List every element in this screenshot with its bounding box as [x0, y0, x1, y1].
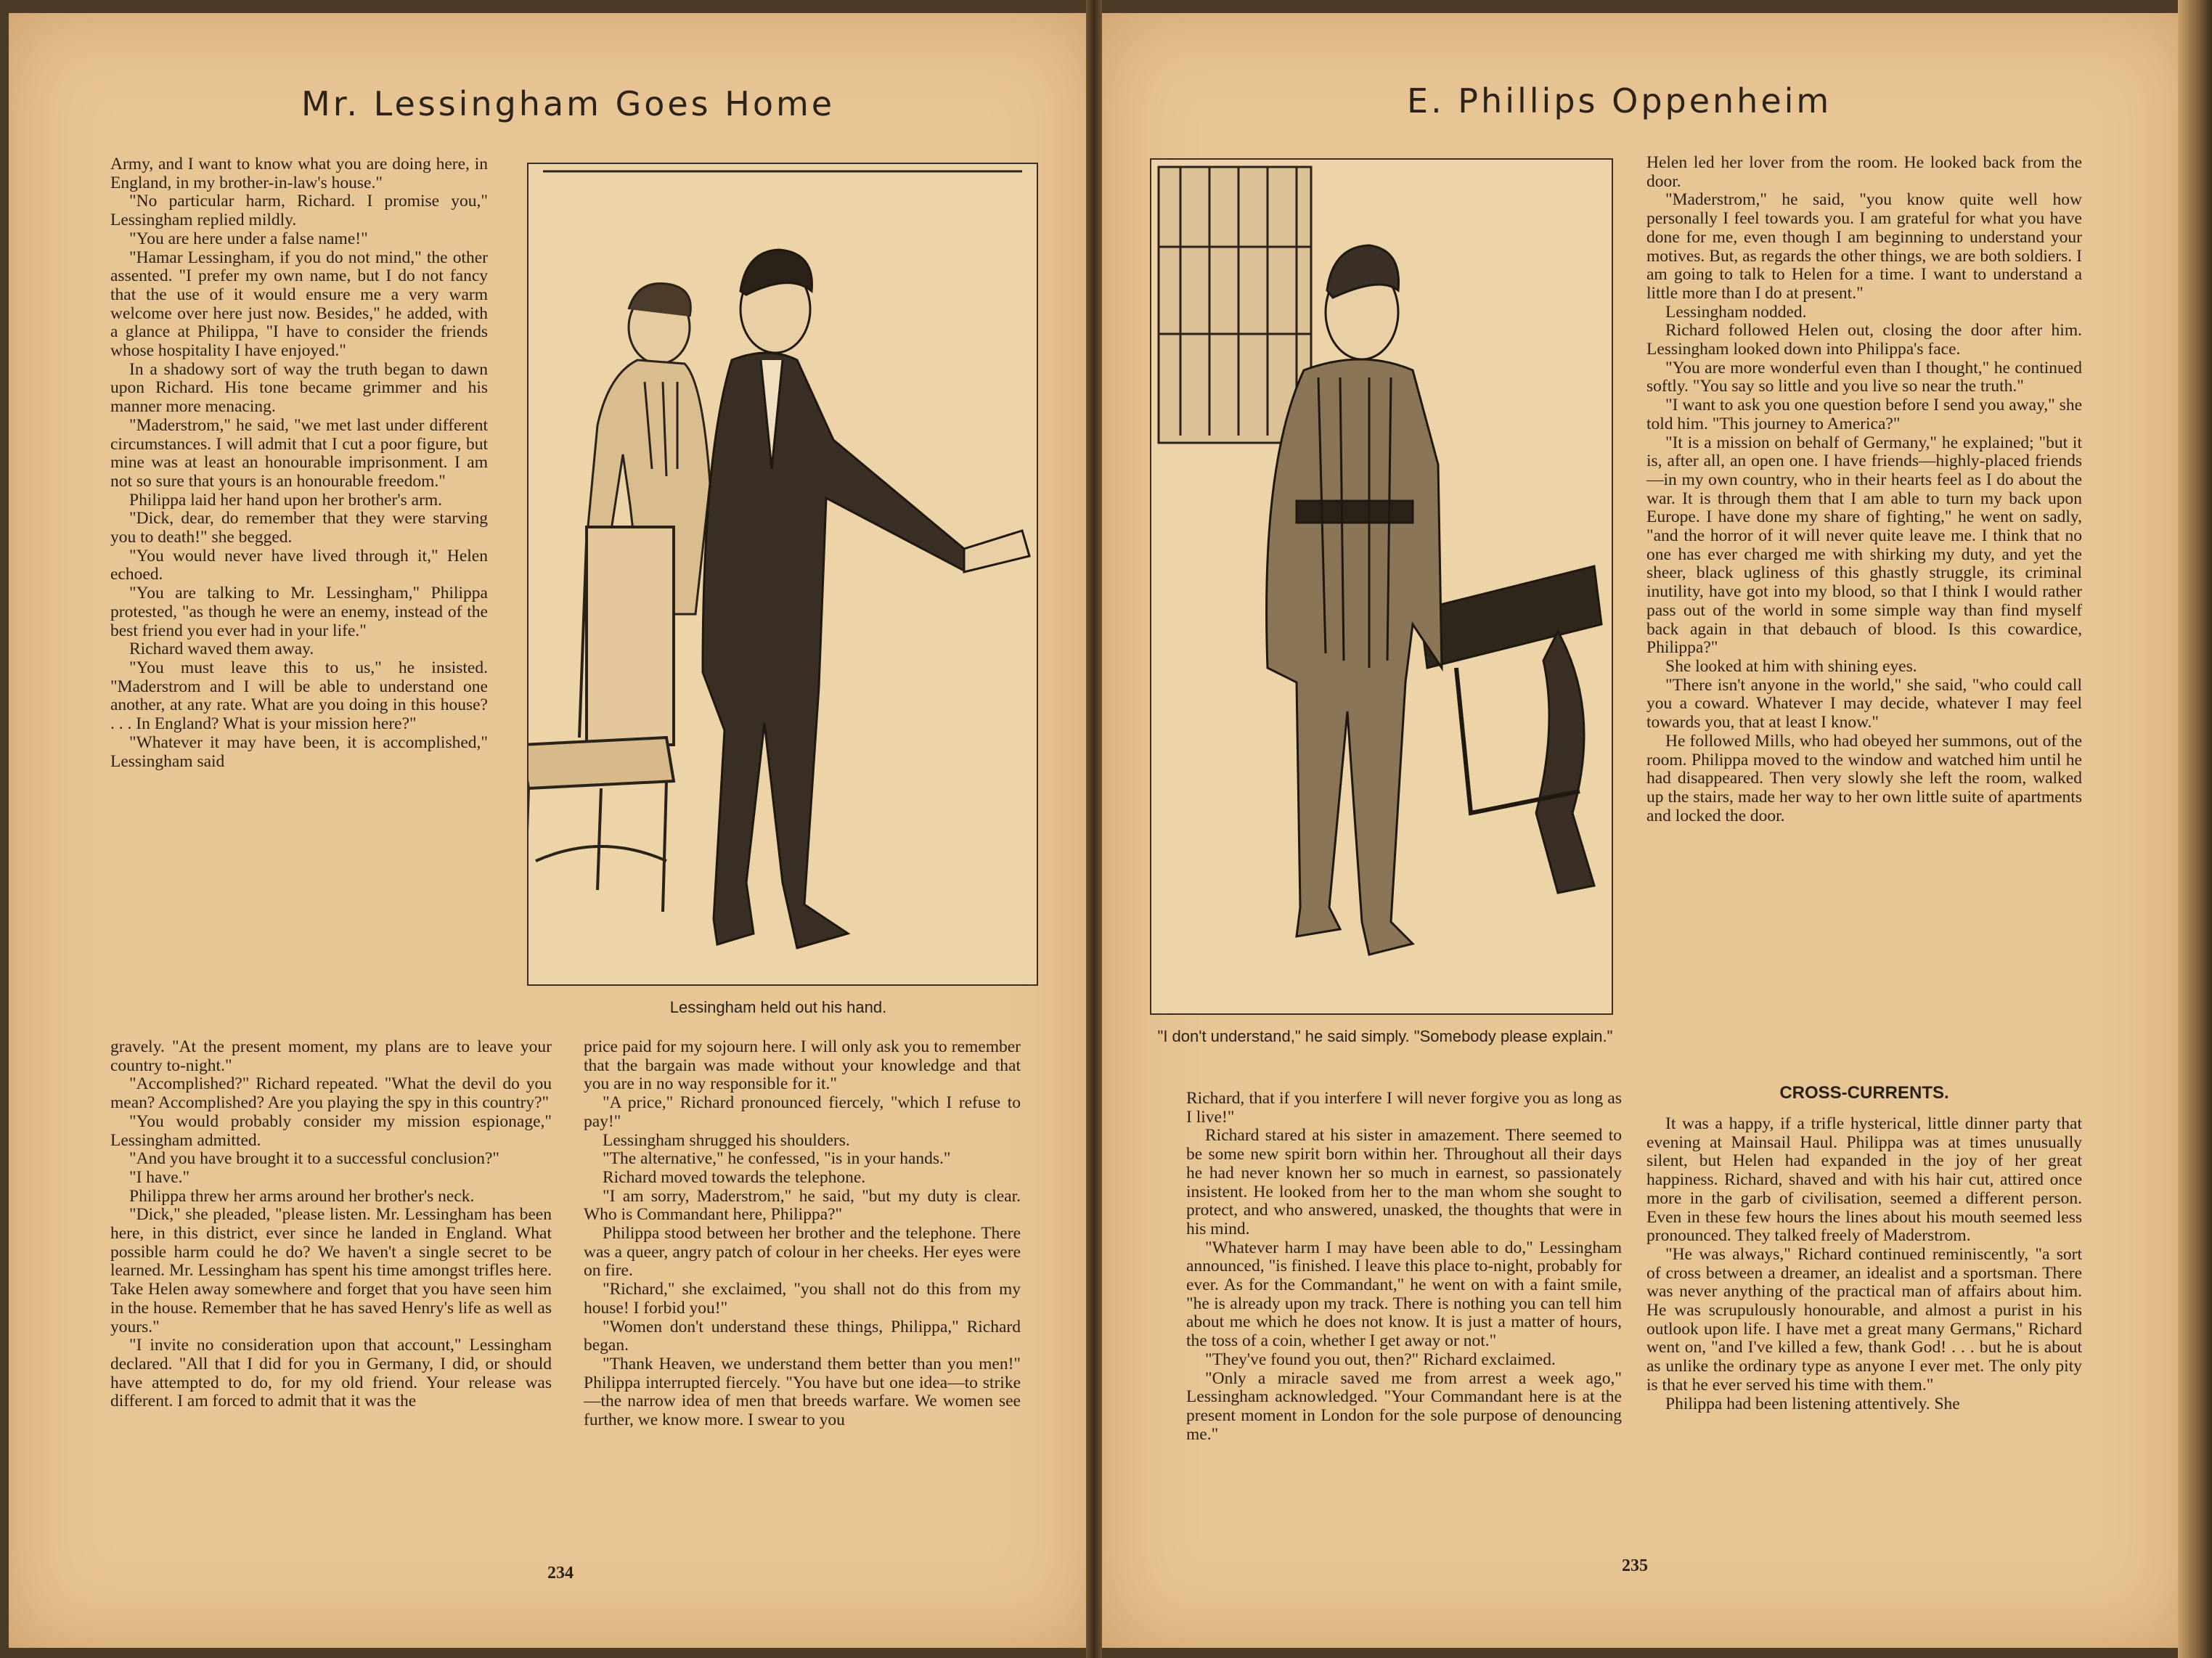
paragraph: "Thank Heaven, we understand them better than you men!" Philippa interrupted fiercely. "You have but one idea—to strike—the narrow idea of men that breeds warfare. We women see further, we know more. I swear to you: [584, 1354, 1021, 1430]
paragraph: "You would probably consider my mission espionage," Lessingham admitted.: [110, 1111, 552, 1150]
running-head-right: E. Phillips Oppenheim: [1407, 81, 1832, 121]
paragraph: Philippa stood between her brother and the telephone. There was a queer, angry patch of colour in her cheeks. Her eyes were on fire.: [584, 1224, 1021, 1281]
paragraph: Richard followed Helen out, closing the door after him. Lessingham looked down into Philippa's face.: [1646, 321, 2082, 359]
illustration-drawing: [528, 164, 1037, 984]
paragraph: "Whatever harm I may have been able to do," Lessingham announced, "is finished. I leave this place to-night, probably for ever. As for the Commandant," he went on with a faint smile, "he is already upon my track. There is nothing you can tell him about me which he does not know. It is just a matter of hours, the toss of a coin, whether I get away or not.": [1186, 1238, 1622, 1351]
book-gutter: [1086, 0, 1102, 1658]
paragraph: "The alternative," he confessed, "is in your hands.": [603, 1149, 951, 1169]
illustration-caption-left: Lessingham held out his hand.: [669, 998, 887, 1016]
paragraph: "Richard," she exclaimed, "you shall not do this from my house! I forbid you!": [584, 1280, 1021, 1318]
paragraph: "And you have brought it to a successful conclusion?": [129, 1149, 499, 1169]
paragraph: It was a happy, if a trifle hysterical, little dinner party that evening at Mainsail Haul. Philippa was at times unusually silent, but Helen had expanded in the joy of her great happiness. Richard, shaved and with his hair cut, attired once more in the garb of civilisation, seemed a different person. Even in these few hours the lines about his mouth seemed less pronounced. They talked freely of Maderstrom.: [1646, 1114, 2082, 1246]
paragraph: Richard stared at his sister in amazement. There seemed to be some new spirit born within her. Throughout all their days he had never known her so much in earnest, so passionately insistent. He looked from her to the man whom she sought to protect, and who answered, unasked, the thoughts that were in his mind.: [1186, 1126, 1622, 1238]
paragraph: Lessingham nodded.: [1665, 302, 1807, 322]
paragraph: "You are more wonderful even than I thought," he continued softly. "You say so little and you live so near the truth.": [1646, 358, 2082, 396]
left-page: [9, 13, 1095, 1648]
paragraph: "Whatever it may have been, it is accomplished," Lessingham said: [110, 732, 488, 771]
right-column-2: [1646, 154, 2082, 825]
running-head-left: Mr. Lessingham Goes Home: [301, 84, 836, 123]
page-number-right: 235: [1622, 1556, 1648, 1575]
paragraph: "I have.": [129, 1167, 190, 1187]
paragraph: "A price," Richard pronounced fiercely, "which I refuse to pay!": [584, 1093, 1021, 1131]
section-heading: CROSS-CURRENTS.: [1779, 1083, 1949, 1103]
right-column-2-after-heading: [1646, 1115, 2082, 1413]
paragraph: Philippa had been listening attentively. She: [1665, 1394, 1960, 1413]
paragraph: gravely. "At the present moment, my plans are to leave your country to-night.": [110, 1037, 552, 1075]
paragraph: "Accomplished?" Richard repeated. "What the devil do you mean? Accomplished? Are you playing the spy in this country?": [110, 1074, 552, 1113]
right-column-1: [1186, 1090, 1622, 1444]
page-number-left: 234: [547, 1564, 574, 1583]
paragraph: "I am sorry, Maderstrom," he said, "but my duty is clear. Who is Commandant here, Philippa?": [584, 1186, 1021, 1225]
paragraph: "You must leave this to us," he insisted. "Maderstrom and I will be able to understand one another, at any rate. What are you doing in this house? . . . In England? What is your mission here?": [110, 658, 488, 734]
paragraph: "He was always," Richard continued reminiscently, "a sort of cross between a dreamer, an idealist and a sportsman. There was never anything of the practical man of affairs about him. He was scrupulously honourable, and almost a purist in his outlook upon life. I have met a great many Germans," Richard went on, "and I've killed a few, thank God! . . . but he is about as unlike the ordinary type as anyone I ever met. The only pity is that he ever served his time with them.": [1646, 1244, 2082, 1394]
illustration-lessingham-handshake: [527, 163, 1038, 986]
paragraph: Lessingham shrugged his shoulders.: [603, 1130, 850, 1150]
illustration-officer: [1150, 158, 1613, 1015]
paragraph: Philippa laid her hand upon her brother's arm.: [129, 490, 443, 510]
left-column-1: [110, 155, 488, 771]
paragraph: "Women don't understand these things, Philippa," Richard began.: [584, 1317, 1021, 1355]
paragraph: price paid for my sojourn here. I will only ask you to remember that the bargain was made without your knowledge and that you are in no way responsible for it.": [584, 1037, 1021, 1094]
paragraph: "Only a miracle saved me from arrest a week ago," Lessingham acknowledged. "Your Commandant here is at the present moment in London for the sole purpose of denouncing me.": [1186, 1368, 1622, 1444]
left-column-2: [584, 1038, 1021, 1430]
paragraph: She looked at him with shining eyes.: [1665, 656, 1917, 676]
right-page: [1102, 13, 2188, 1648]
paragraph: "I invite no consideration upon that account," Lessingham declared. "All that I did for you in Germany, I did, or should have attempted to do, for my old friend. Your release was different. I am forced to admit that it was the: [110, 1336, 552, 1411]
paragraph: In a shadowy sort of way the truth began to dawn upon Richard. His tone became grimmer and his manner more menacing.: [110, 359, 488, 417]
book-edge: [2178, 0, 2212, 1658]
paragraph: Richard moved towards the telephone.: [603, 1167, 866, 1187]
illustration-caption-right: "I don't understand," he said simply. "Somebody please explain.": [1157, 1027, 1613, 1045]
paragraph: "There isn't anyone in the world," she said, "who could call you a coward. Whatever I may decide, whatever I may feel towards you, that at least I know.": [1646, 675, 2082, 732]
paragraph: "Maderstrom," he said, "you know quite well how personally I feel towards you. I am grateful for what you have done for me, even though I am beginning to understand your motives. But, as regards the other things, we are both soldiers. I am going to talk to Helen for a time. I want to understand a little more than I do at present.": [1646, 190, 2082, 303]
illustration-drawing-officer: [1151, 160, 1612, 1013]
left-column-1-wide: [110, 1038, 552, 1411]
paragraph: Army, and I want to know what you are doing here, in England, in my brother-in-law's house.": [110, 155, 488, 192]
paragraph: Richard waved them away.: [129, 640, 314, 659]
paragraph: Helen led her lover from the room. He looked back from the door.: [1646, 153, 2082, 191]
paragraph: He followed Mills, who had obeyed her summons, out of the room. Philippa moved to the window and watched him until he had disappeared. Then very slowly she left the room, walked up the stairs, made her way to her own little suite of apartments and locked the door.: [1646, 731, 2082, 825]
paragraph: "They've found you out, then?" Richard exclaimed.: [1205, 1349, 1556, 1369]
paragraph: "Dick, dear, do remember that they were starving you to death!" she begged.: [110, 509, 488, 547]
paragraph: "It is a mission on behalf of Germany," he explained; "but it is, after all, an open one. I have friends—highly-placed friends—in my own country, who in their hearts feel as I do about the war. It is through them that I am able to turn my back upon Europe. I have done my share of fighting," he went on sadly, "and the horror of it will never quite leave me. I think that no one has ever charged me with shirking my duty, and yet the sheer, black ugliness of this ghastly struggle, its criminal inutility, have got into my blood, so that I think I would rather pass out of the world in some simple way than find myself back again in that debauch of blood. Is this cowardice, Philippa?": [1646, 433, 2082, 658]
paragraph: "Hamar Lessingham, if you do not mind," the other assented. "I prefer my own name, but I do not fancy that the use of it would ensure me a very warm welcome over here just now. Besides," he added, with a glance at Philippa, "I have to consider the friends whose hospitality I have enjoyed.": [110, 248, 488, 361]
paragraph: "You are here under a false name!": [129, 229, 368, 248]
paragraph: "I want to ask you one question before I send you away," she told him. "This journey to America?": [1646, 396, 2082, 433]
paragraph: "No particular harm, Richard. I promise you," Lessingham replied mildly.: [110, 192, 488, 230]
paragraph: Richard, that if you interfere I will never forgive you as long as I live!": [1186, 1089, 1622, 1127]
paragraph: "You would never have lived through it," Helen echoed.: [110, 546, 488, 584]
paragraph: Philippa threw her arms around her brother's neck.: [129, 1186, 475, 1206]
paragraph: "Maderstrom," he said, "we met last under different circumstances. I will admit that I cut a poor figure, but mine was at least an honourable imprisonment. I am not so sure that yours is an honourable freedom.": [110, 415, 488, 491]
paragraph: "Dick," she pleaded, "please listen. Mr. Lessingham has been here, in this district, ever since he landed in England. What possible harm could he do? We haven't a single secret to be learned. Mr. Lessingham has spent his time amongst trifles here. Take Helen away somewhere and forget that you have seen him in the house. Remember that he has saved Henry's life as well as yours.": [110, 1205, 552, 1336]
paragraph: "You are talking to Mr. Lessingham," Philippa protested, "as though he were an enemy, instead of the best friend you ever had in your life.": [110, 584, 488, 640]
